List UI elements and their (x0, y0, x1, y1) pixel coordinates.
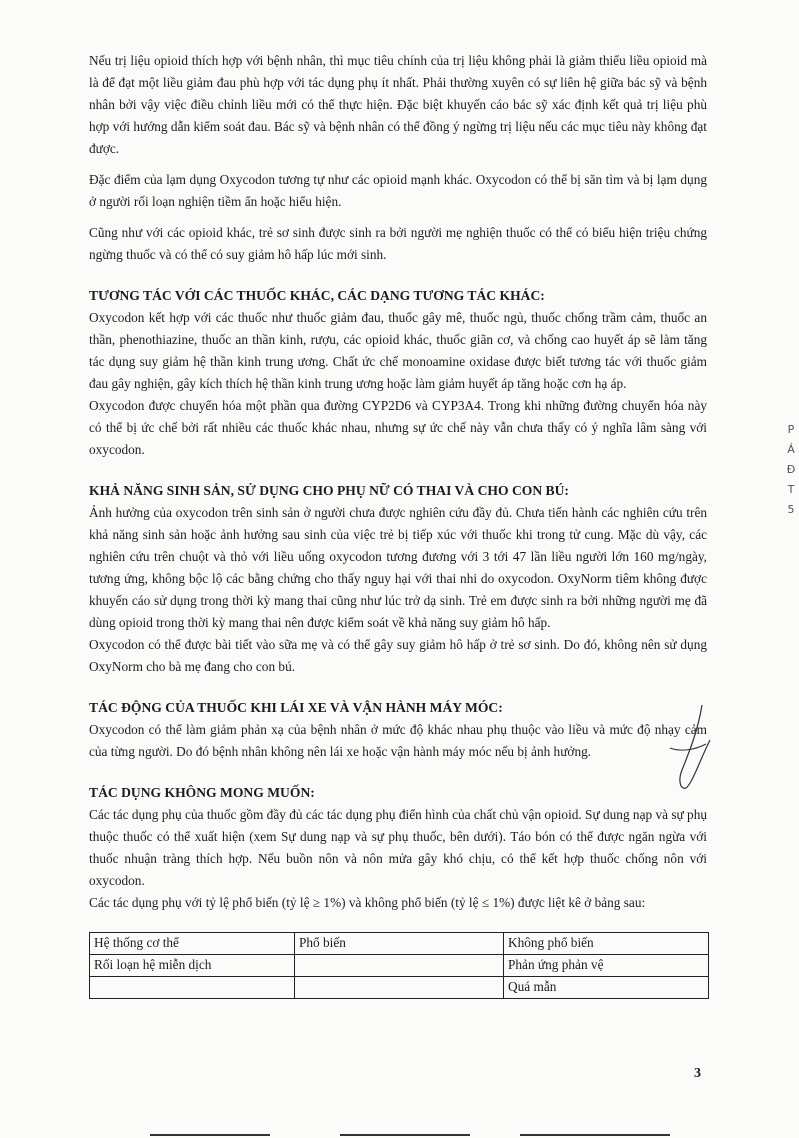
table-cell (295, 955, 504, 977)
interactions-paragraph-1: Oxycodon kết hợp với các thuốc như thuốc giảm đau, thuốc gây mê, thuốc ngủ, thuốc chống trầm cảm, thuốc an thần, phenothiazine, thuốc an thần kinh, rượu, các opioid khác, thuốc giãn cơ, và chống cao huyết áp sẽ làm tăng tác dụng suy giảm hệ thần kinh trung ương. Chất ức chế monoamine oxidase được biết tương tác với thuốc giảm đau gây nghiện, gây kích thích hệ thần kinh trung ương hoặc làm giảm huyết áp tăng hoặc cơn hạ áp. (89, 310, 707, 391)
pregnancy-paragraph-1: Ảnh hưởng của oxycodon trên sinh sản ở người chưa được nghiên cứu đầy đủ. Chưa tiến hành các nghiên cứu trên khả năng sinh sản hoặc ảnh hưởng sau sinh của việc trẻ bị tiếp xúc với thuốc khi trong tử cung. Mặc dù vậy, các nghiên cứu trên chuột và thỏ với liều uống oxycodon tương đương với 3 tới 47 lần liều người lớn 160 mg/ngày, tương ứng, không bộc lộ các bằng chứng cho thấy nguy hại với thai nhi do oxycodon. OxyNorm tiêm không được khuyến cáo sử dụng trong thời kỳ mang thai cũng như lúc trở dạ sinh. Trẻ em được sinh ra bởi những người mẹ đã dùng opioid trong thời kỳ mang thai nên được kiểm soát về khả năng suy giảm hô hấp. (89, 505, 707, 630)
driving-paragraph-1: Oxycodon có thể làm giảm phản xạ của bệnh nhân ở mức độ khác nhau phụ thuộc vào liều và mức độ nhạy cảm của từng người. Do đó bệnh nhân không nên lái xe hoặc vận hành máy móc nếu bị ảnh hưởng. (89, 722, 707, 759)
margin-mark: 5 (787, 503, 795, 516)
margin-mark: Á (787, 443, 795, 456)
adverse-effects-paragraph-2: Các tác dụng phụ với tỷ lệ phổ biến (tỷ lệ ≥ 1%) và không phổ biến (tỷ lệ ≤ 1%) được liệt kê ở bảng sau: (89, 895, 646, 910)
table-cell (90, 977, 295, 999)
pregnancy-paragraph-2: Oxycodon có thể được bài tiết vào sữa mẹ và có thể gây suy giảm hô hấp ở trẻ sơ sinh. Do đó, không nên sử dụng OxyNorm cho bà mẹ đang cho con bú. (89, 637, 707, 674)
adverse-effects-table (89, 932, 709, 999)
table-header-row (90, 933, 709, 955)
driving-heading: TÁC ĐỘNG CỦA THUỐC KHI LÁI XE VÀ VẬN HÀNH MÁY MÓC: (89, 700, 503, 715)
table-cell: Rối loạn hệ miễn dịch (90, 955, 295, 977)
table-cell (295, 977, 504, 999)
table-header-cell: Phổ biến (295, 933, 504, 955)
margin-mark: P (787, 423, 795, 436)
intro-paragraph-1: Nếu trị liệu opioid thích hợp với bệnh nhân, thì mục tiêu chính của trị liệu không phải là giảm thiểu liều opioid mà là để đạt một liều giảm đau phù hợp với tác dụng phụ ít nhất. Phải thường xuyên có sự liên hệ giữa bác sỹ và bệnh nhân bởi vậy việc điều chỉnh liều mới có thể thực hiện. Đặc biệt khuyến cáo bác sỹ xác định kết quả trị liệu phù hợp với hướng dẫn kiểm soát đau. Bác sỹ và bệnh nhân có thể đồng ý ngừng trị liệu nếu các mục tiêu này không đạt được. (89, 53, 707, 156)
scan-edge-line (150, 1134, 270, 1136)
adverse-effects-paragraph-1: Các tác dụng phụ của thuốc gồm đầy đủ các tác dụng phụ điển hình của chất chủ vận opioid. Sự dung nạp và sự phụ thuộc thuốc có thể xuất hiện (xem Sự dung nạp và sự phụ thuốc, bên dưới). Táo bón có thể được ngăn ngừa với thuốc nhuận tràng thích hợp. Nếu buồn nôn và nôn mửa gây khó chịu, có thể kết hợp thuốc chống nôn với oxycodon. (89, 807, 707, 888)
page-number: 3 (694, 1066, 701, 1081)
table-cell: Quá mẫn (504, 977, 709, 999)
table-header-cell: Hệ thống cơ thể (90, 933, 295, 955)
margin-stamp-marks (783, 420, 799, 520)
margin-mark: Đ (786, 463, 796, 476)
table-cell: Phản ứng phản vệ (504, 955, 709, 977)
table-row (90, 977, 709, 999)
intro-paragraph-3: Cũng như với các opioid khác, trẻ sơ sinh được sinh ra bởi người mẹ nghiện thuốc có thể có biểu hiện triệu chứng ngừng thuốc và có thể có suy giảm hô hấp lúc mới sinh. (89, 225, 707, 262)
table-row (90, 955, 709, 977)
table-header-cell: Không phổ biến (504, 933, 709, 955)
intro-paragraph-2: Đặc điểm của lạm dụng Oxycodon tương tự như các opioid mạnh khác. Oxycodon có thể bị săn tìm và bị lạm dụng ở người rối loạn nghiện tiềm ẩn hoặc hiểu hiện. (89, 172, 707, 209)
adverse-effects-heading: TÁC DỤNG KHÔNG MONG MUỐN: (89, 785, 315, 800)
pregnancy-heading: KHẢ NĂNG SINH SẢN, SỬ DỤNG CHO PHỤ NỮ CÓ THAI VÀ CHO CON BÚ: (89, 483, 569, 498)
scan-edge-line (520, 1134, 670, 1136)
interactions-heading: TƯƠNG TÁC VỚI CÁC THUỐC KHÁC, CÁC DẠNG TƯƠNG TÁC KHÁC: (89, 288, 545, 303)
handwritten-signature (640, 700, 720, 800)
margin-mark: T (787, 483, 795, 496)
interactions-paragraph-2: Oxycodon được chuyển hóa một phần qua đường CYP2D6 và CYP3A4. Trong khi những đường chuyển hóa này có thể bị ức chế bởi rất nhiều các thuốc khác nhau, nhưng sự ức chế này vẫn chưa thấy có ý nghĩa lâm sàng với oxycodon. (89, 398, 707, 457)
scan-edge-line (340, 1134, 470, 1136)
document-page (89, 50, 707, 999)
